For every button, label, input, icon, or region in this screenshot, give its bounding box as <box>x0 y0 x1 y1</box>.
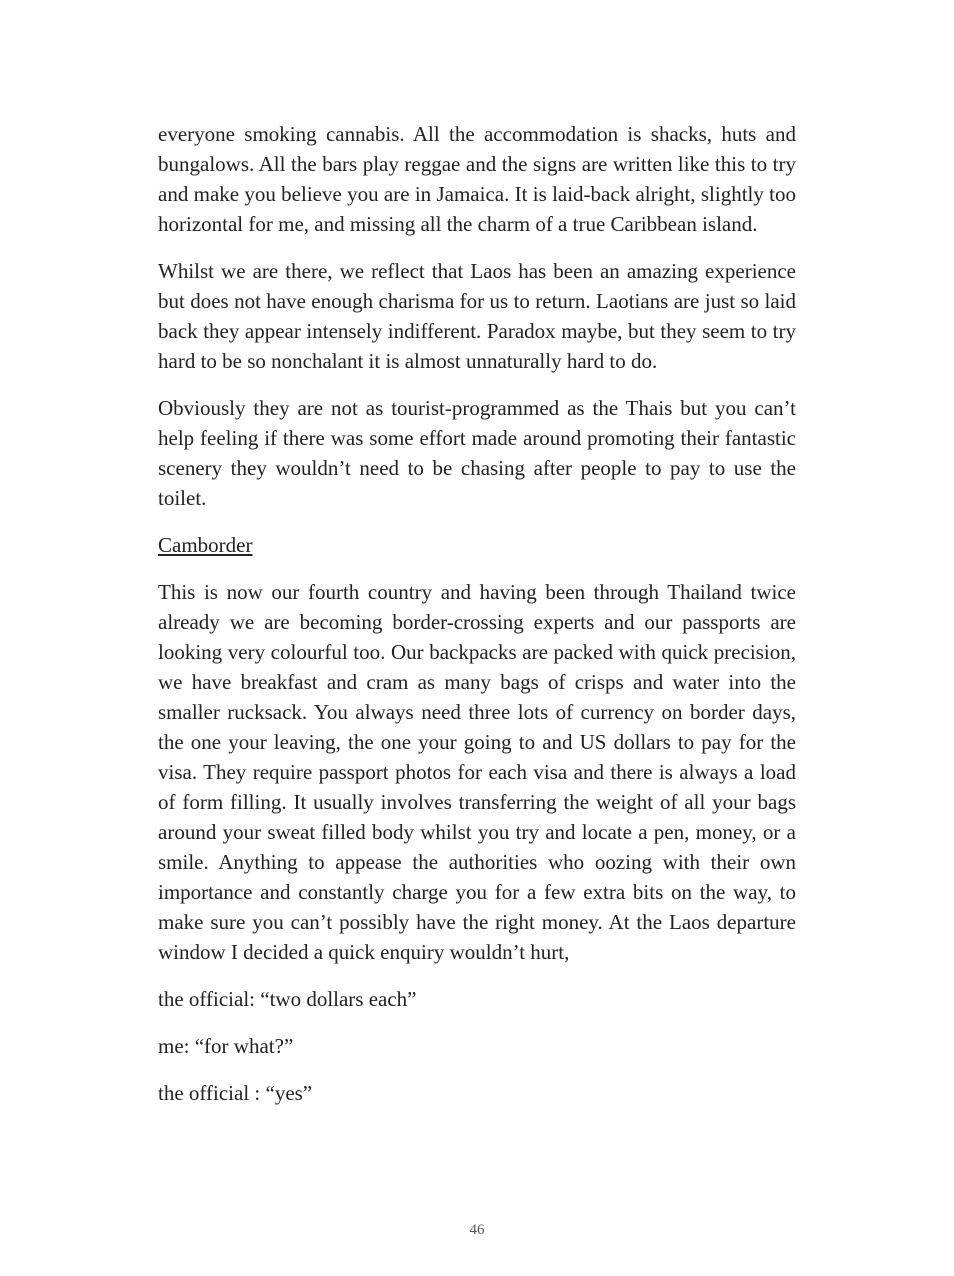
page-body <box>158 119 796 1125</box>
body-paragraph: Obviously they are not as tourist-programmed as the Thais but you can’t help feeling if there was some effort made around promoting their fantastic scenery they wouldn’t need to be chasing after people to pay to use the toilet. <box>158 396 796 510</box>
dialogue-line: me: “for what?” <box>158 1034 294 1058</box>
body-paragraph: everyone smoking cannabis. All the accommodation is shacks, huts and bungalows. All the bars play reggae and the signs are written like this to try and make you believe you are in Jamaica. It is laid-back alright, slightly too horizontal for me, and missing all the charm of a true Caribbean island. <box>158 122 796 236</box>
page-number: 46 <box>469 1222 485 1238</box>
body-paragraph: Whilst we are there, we reflect that Laos has been an amazing experience but does not have enough charisma for us to return. Laotians are just so laid back they appear intensely indifferent. Paradox maybe, but they seem to try hard to be so nonchalant it is almost unnaturally hard to do. <box>158 259 796 373</box>
dialogue-line: the official : “yes” <box>158 1081 313 1105</box>
dialogue-line: the official: “two dollars each” <box>158 987 417 1011</box>
section-heading: Camborder <box>158 533 253 557</box>
body-paragraph: This is now our fourth country and having been through Thailand twice already we are becoming border-crossing experts and our passports are looking very colourful too. Our backpacks are packed with quick precision, we have breakfast and cram as many bags of crisps and water into the smaller rucksack. You always need three lots of currency on border days, the one your leaving, the one your going to and US dollars to pay for the visa. They require passport photos for each visa and there is always a load of form filling. It usually involves transferring the weight of all your bags around your sweat filled body whilst you try and locate a pen, money, or a smile. Anything to appease the authorities who oozing with their own importance and constantly charge you for a few extra bits on the way, to make sure you can’t possibly have the right money. At the Laos departure window I decided a quick enquiry wouldn’t hurt, <box>158 580 796 964</box>
